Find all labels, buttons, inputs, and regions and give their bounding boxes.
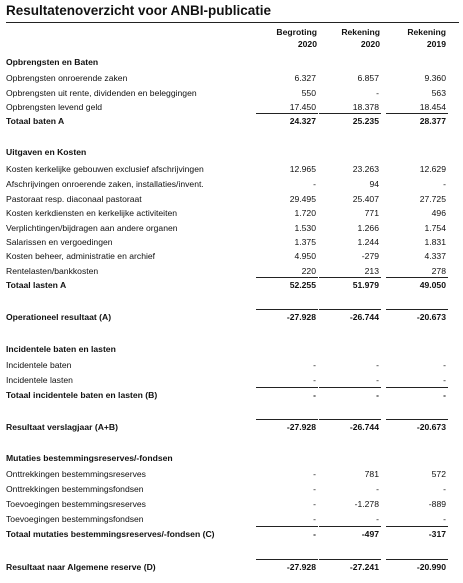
row-value: -: [376, 375, 379, 385]
row-value: -: [443, 179, 446, 189]
row-value: 24.327: [289, 116, 316, 126]
column-header-begroting-2020: [257, 27, 317, 50]
row-label: Resultaat naar Algemene reserve (D): [6, 562, 156, 572]
row-value: -: [376, 88, 379, 98]
title-divider: [6, 22, 459, 23]
row-value: -889: [428, 499, 446, 509]
section-row: [0, 560, 463, 574]
row-value: 4.337: [424, 251, 446, 261]
row-value: -497: [361, 529, 379, 539]
row-value: 27.725: [419, 194, 446, 204]
row-label: Onttrekkingen bestemmingsreserves: [6, 469, 146, 479]
row-value: 781: [364, 469, 379, 479]
section-row: [0, 388, 463, 402]
column-header-rekening-2020: [320, 27, 380, 50]
section-row: [0, 451, 463, 465]
row-value: -27.928: [286, 312, 316, 322]
column-header-line2: 2019: [426, 38, 446, 49]
table-row: [0, 206, 463, 220]
row-label: Mutaties bestemmingsreserves/-fondsen: [6, 453, 173, 463]
column-header-line2: 2020: [360, 38, 380, 49]
table-row: [0, 100, 463, 114]
column-header-line2: 2020: [297, 38, 317, 49]
row-value: 572: [431, 469, 446, 479]
table-row: [0, 192, 463, 206]
row-value: -: [313, 529, 316, 539]
table-row: [0, 373, 463, 387]
row-label: Afschrijvingen onroerende zaken, installaties/invent.: [6, 179, 204, 189]
row-value: -: [443, 390, 446, 400]
row-label: Pastoraat resp. diaconaal pastoraat: [6, 194, 142, 204]
row-value: -: [313, 484, 316, 494]
table-row: [0, 467, 463, 481]
row-value: 29.495: [289, 194, 316, 204]
row-value: -317: [428, 529, 446, 539]
row-value: 563: [431, 88, 446, 98]
row-label: Incidentele baten en lasten: [6, 344, 116, 354]
row-value: -279: [361, 251, 379, 261]
row-value: -27.928: [286, 562, 316, 572]
row-label: Kosten kerkdiensten en kerkelijke activiteiten: [6, 208, 178, 218]
row-label: Verplichtingen/bijdragen aan andere organen: [6, 223, 178, 233]
row-value: 18.454: [419, 102, 446, 112]
row-label: Totaal baten A: [6, 116, 65, 126]
table-row: [0, 482, 463, 496]
row-value: -27.928: [286, 422, 316, 432]
row-value: 25.235: [352, 116, 379, 126]
row-value: -: [313, 179, 316, 189]
section-row: [0, 145, 463, 159]
table-row: [0, 235, 463, 249]
row-label: Opbrengsten en Baten: [6, 57, 99, 67]
row-value: 220: [301, 266, 316, 276]
row-label: Kosten kerkelijke gebouwen exclusief afschrijvingen: [6, 164, 204, 174]
row-value: 1.375: [294, 237, 316, 247]
row-value: -: [443, 360, 446, 370]
row-value: -20.673: [416, 312, 446, 322]
row-label: Operationeel resultaat (A): [6, 312, 112, 322]
table-row: [0, 358, 463, 372]
section-row: [0, 420, 463, 434]
row-value: 278: [431, 266, 446, 276]
row-value: 49.050: [419, 280, 446, 290]
row-value: -: [313, 375, 316, 385]
row-label: Kosten beheer, administratie en archief: [6, 251, 156, 261]
row-value: -: [313, 360, 316, 370]
row-value: -26.744: [349, 422, 379, 432]
row-value: 12.629: [419, 164, 446, 174]
row-value: 1.244: [357, 237, 379, 247]
column-header-line1: Rekening: [341, 27, 380, 37]
section-row: [0, 310, 463, 324]
row-value: 51.979: [352, 280, 379, 290]
row-label: Incidentele lasten: [6, 375, 73, 385]
row-value: 1.530: [294, 223, 316, 233]
row-value: -: [376, 484, 379, 494]
row-label: Onttrekkingen bestemmingsfondsen: [6, 484, 144, 494]
row-label: Uitgaven en Kosten: [6, 147, 87, 157]
table-row: [0, 249, 463, 263]
table-row: [0, 221, 463, 235]
row-value: 496: [431, 208, 446, 218]
row-label: Resultaat verslagjaar (A+B): [6, 422, 119, 432]
row-value: -: [376, 514, 379, 524]
row-label: Totaal mutaties bestemmingsreserves/-fondsen (C): [6, 529, 215, 539]
row-value: 18.378: [352, 102, 379, 112]
row-label: Incidentele baten: [6, 360, 72, 370]
row-value: -: [313, 469, 316, 479]
section-row: [0, 55, 463, 69]
row-value: -: [313, 514, 316, 524]
section-row: [0, 114, 463, 128]
row-value: -27.241: [349, 562, 379, 572]
table-row: [0, 86, 463, 100]
row-value: -1.278: [354, 499, 379, 509]
row-value: 1.831: [424, 237, 446, 247]
row-value: -: [376, 390, 379, 400]
row-value: 6.857: [357, 73, 379, 83]
row-value: 52.255: [289, 280, 316, 290]
table-row: [0, 71, 463, 85]
row-label: Toevoegingen bestemmingsfondsen: [6, 514, 144, 524]
row-label: Totaal lasten A: [6, 280, 67, 290]
row-label: Salarissen en vergoedingen: [6, 237, 113, 247]
row-label: Rentelasten/bankkosten: [6, 266, 99, 276]
row-value: 1.266: [357, 223, 379, 233]
row-value: 17.450: [289, 102, 316, 112]
table-row: [0, 177, 463, 191]
page-title: Resultatenoverzicht voor ANBI-publicatie: [6, 3, 272, 18]
row-value: -20.673: [416, 422, 446, 432]
row-value: 4.950: [294, 251, 316, 261]
row-value: 213: [364, 266, 379, 276]
row-label: Toevoegingen bestemmingsreserves: [6, 499, 146, 509]
table-row: [0, 512, 463, 526]
section-row: [0, 527, 463, 541]
row-value: 1.720: [294, 208, 316, 218]
row-value: -20.990: [416, 562, 446, 572]
row-value: 771: [364, 208, 379, 218]
column-header-line1: Begroting: [276, 27, 317, 37]
row-value: -: [313, 499, 316, 509]
section-row: [0, 342, 463, 356]
row-label: Opbrengsten uit rente, dividenden en beleggingen: [6, 88, 197, 98]
row-value: 94: [369, 179, 379, 189]
row-value: 9.360: [424, 73, 446, 83]
table-row: [0, 264, 463, 278]
row-value: -: [443, 484, 446, 494]
row-value: 25.407: [352, 194, 379, 204]
row-value: 28.377: [419, 116, 446, 126]
column-header-rekening-2019: [386, 27, 446, 50]
row-value: 1.754: [424, 223, 446, 233]
row-label: Totaal incidentele baten en lasten (B): [6, 390, 158, 400]
table-row: [0, 162, 463, 176]
row-value: -: [443, 514, 446, 524]
row-value: -26.744: [349, 312, 379, 322]
row-value: 12.965: [289, 164, 316, 174]
row-label: Opbrengsten levend geld: [6, 102, 103, 112]
row-value: -: [443, 375, 446, 385]
table-row: [0, 497, 463, 511]
row-value: -: [376, 360, 379, 370]
row-label: Opbrengsten onroerende zaken: [6, 73, 128, 83]
column-header-line1: Rekening: [407, 27, 446, 37]
row-value: -: [313, 390, 316, 400]
row-value: 550: [301, 88, 316, 98]
row-value: 6.327: [294, 73, 316, 83]
section-row: [0, 278, 463, 292]
row-value: 23.263: [352, 164, 379, 174]
